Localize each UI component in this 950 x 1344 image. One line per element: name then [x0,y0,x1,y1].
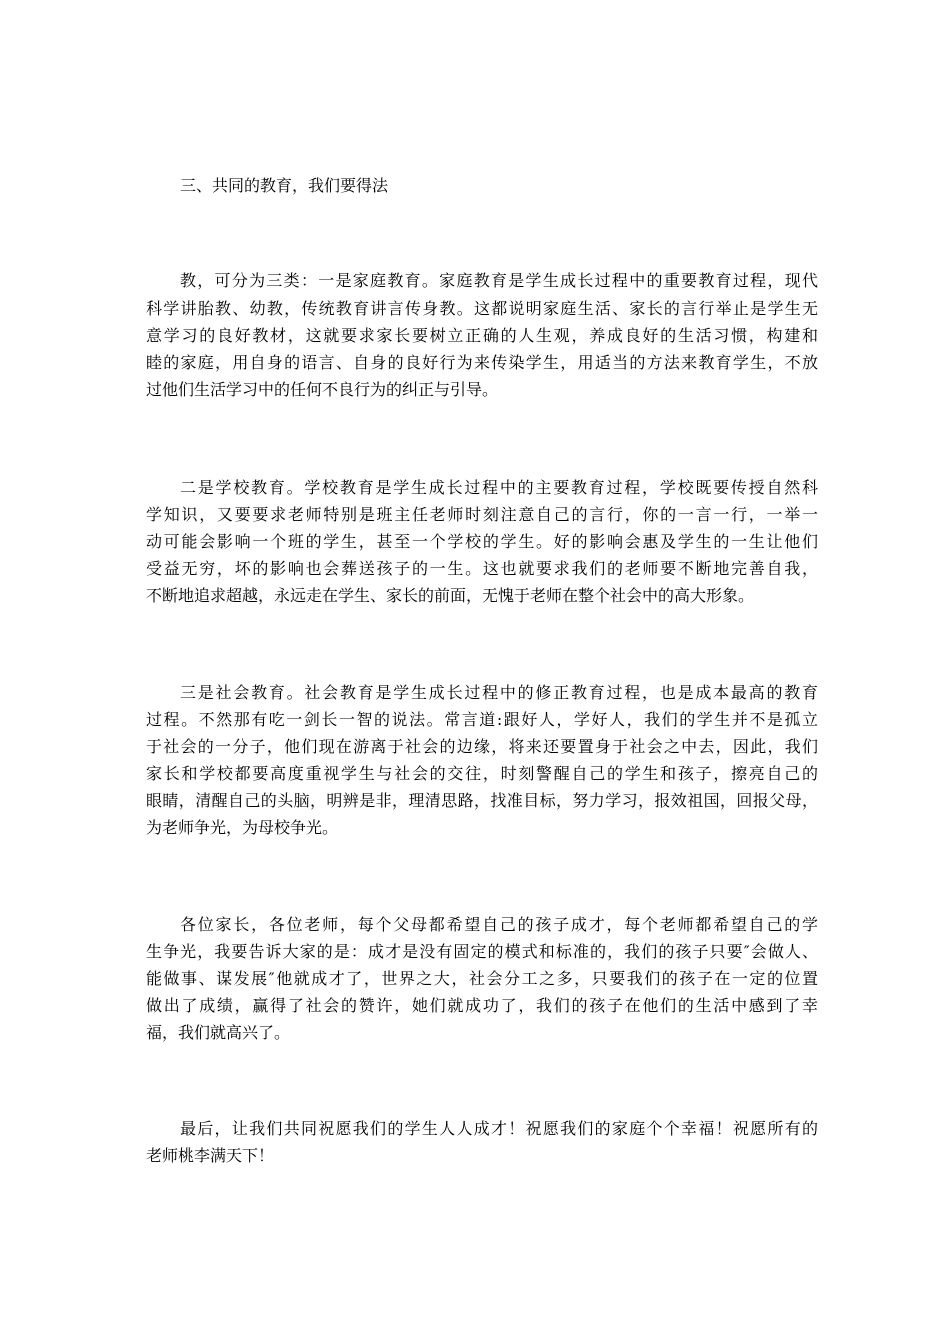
paragraph-3-line-2: 过程。不然那有吃一剑长一智的说法。常言道:跟好人，学好人，我们的学生并不是孤立 [146,710,818,729]
paragraph-3-line-6: 为老师争光，为母校争光。 [146,818,339,837]
paragraph-3-line-4: 家长和学校都要高度重视学生与社会的交往，时刻警醒自己的学生和孩子，擦亮自己的 [146,764,818,783]
paragraph-4-line-2: 生争光，我要告诉大家的是：成才是没有固定的模式和标准的，我们的孩子只要″会做人、 [146,942,818,961]
paragraph-5-line-1: 最后，让我们共同祝愿我们的学生人人成才！祝愿我们的家庭个个幸福！祝愿所有的 [180,1119,818,1138]
paragraph-2-line-3: 动可能会影响一个班的学生，甚至一个学校的学生。好的影响会惠及学生的一生让他们 [146,532,818,551]
paragraph-4-line-1: 各位家长，各位老师，每个父母都希望自己的孩子成才，每个老师都希望自己的学 [180,915,818,934]
paragraph-5-line-2: 老师桃李满天下！ [146,1146,275,1165]
paragraph-4-line-5: 福，我们就高兴了。 [146,1023,291,1042]
paragraph-1-line-4: 睦的家庭，用自身的语言、自身的良好行为来传染学生，用适当的方法来教育学生，不放 [146,353,818,372]
paragraph-1-line-1: 教，可分为三类：一是家庭教育。家庭教育是学生成长过程中的重要教育过程，现代 [180,271,818,290]
paragraph-1-line-3: 意学习的良好教材，这就要求家长要树立正确的人生观，养成良好的生活习惯，构建和 [146,326,818,345]
paragraph-2-line-1: 二是学校教育。学校教育是学生成长过程中的主要教育过程，学校既要传授自然科 [180,478,818,497]
paragraph-1-line-2: 科学讲胎教、幼教，传统教育讲言传身教。这都说明家庭生活、家长的言行举止是学生无 [146,299,818,318]
paragraph-2-line-5: 不断地追求超越，永远走在学生、家长的前面，无愧于老师在整个社会中的高大形象。 [146,586,755,605]
paragraph-1-line-5: 过他们生活学习中的任何不良行为的纠正与引导。 [146,380,499,399]
paragraph-2-line-4: 受益无穷，坏的影响也会葬送孩子的一生。这也就要求我们的老师要不断地完善自我， [146,559,818,578]
paragraph-3-line-5: 眼睛，清醒自己的头脑，明辨是非，理清思路，找准目标，努力学习，报效祖国，回报父母， [146,791,818,810]
section-heading: 三、共同的教育，我们要得法 [180,176,389,195]
paragraph-2-line-2: 学知识，又要要求老师特别是班主任老师时刻注意自己的言行，你的一言一行，一举一 [146,505,818,524]
paragraph-3-line-3: 于社会的一分子，他们现在游离于社会的边缘，将来还要置身于社会之中去，因此，我们 [146,737,818,756]
paragraph-4-line-3: 能做事、谋发展″他就成才了，世界之大，社会分工之多，只要我们的孩子在一定的位置 [146,969,818,988]
paragraph-3-line-1: 三是社会教育。社会教育是学生成长过程中的修正教育过程，也是成本最高的教育 [180,683,818,702]
paragraph-4-line-4: 做出了成绩，赢得了社会的赞许，她们就成功了，我们的孩子在他们的生活中感到了幸 [146,996,818,1015]
